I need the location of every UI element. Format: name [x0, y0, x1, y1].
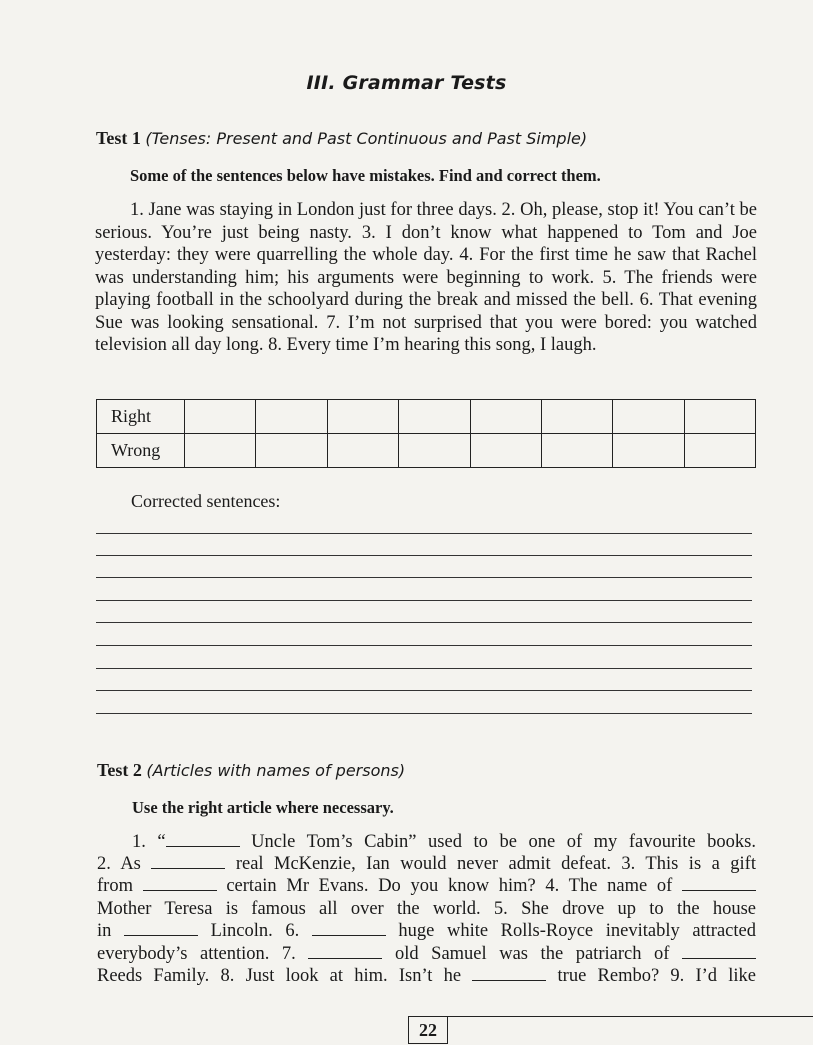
answer-blank[interactable]: [308, 944, 382, 959]
answer-cell[interactable]: [185, 400, 256, 434]
answer-blank[interactable]: [472, 966, 546, 981]
answer-blank[interactable]: [682, 944, 756, 959]
answer-line[interactable]: [96, 690, 752, 691]
test1-text: 1. Jane was staying in London just for three days. 2. Oh, please, stop it! You can’t be serious. You’re just being nasty. 3. I don’t know what happened to Tom and Joe yesterday: they were quarrelling the whole day. 4. For the first time he saw that Rachel was understanding him; his arguments were beginning to work. 5. The friends were playing football in the schoolyard during the break and missed the bell. 6. That evening Sue was looking sensational. 7. I’m not surprised that you were bored: you watched television all day long. 8. Every time I’m hearing this song, I laugh.: [95, 200, 757, 355]
answer-blank[interactable]: [166, 832, 240, 847]
answer-cell[interactable]: [470, 434, 541, 468]
answer-line[interactable]: [96, 668, 752, 669]
answer-cell[interactable]: [327, 400, 398, 434]
answer-cell[interactable]: [399, 434, 470, 468]
test2-label: Test 2: [97, 760, 142, 780]
test1-topic: (Tenses: Present and Past Continuous and Past Simple): [145, 129, 588, 148]
test2-line-2: 2. As real McKenzie, Ian would never admit defeat. 3. This is a gift: [97, 854, 756, 874]
answer-cell[interactable]: [256, 400, 327, 434]
test2-line-3: from certain Mr Evans. Do you know him? 4. The name of: [97, 875, 756, 898]
answer-line[interactable]: [96, 555, 752, 556]
test2-line-4: Mother Teresa is famous all over the world. 5. She drove up to the house: [97, 899, 756, 919]
answer-cell[interactable]: [541, 400, 612, 434]
corrected-sentences-label: Corrected sentences:: [131, 491, 281, 511]
answer-blank[interactable]: [312, 921, 386, 936]
answer-cell[interactable]: [470, 400, 541, 434]
test2-line-1: 1. “ Uncle Tom’s Cabin” used to be one of my favourite books.: [132, 832, 756, 852]
answer-cell[interactable]: [185, 434, 256, 468]
answer-cell[interactable]: [613, 400, 684, 434]
answer-blank[interactable]: [143, 876, 217, 891]
answer-cell[interactable]: [399, 400, 470, 434]
answer-line[interactable]: [96, 713, 752, 714]
answer-line[interactable]: [96, 533, 752, 534]
answer-cell[interactable]: [327, 434, 398, 468]
wrong-row: [97, 434, 756, 468]
answer-line[interactable]: [96, 622, 752, 623]
answer-line[interactable]: [96, 645, 752, 646]
right-row: [97, 400, 756, 434]
answer-cell[interactable]: [613, 434, 684, 468]
answer-line[interactable]: [96, 577, 752, 578]
answer-blank[interactable]: [124, 921, 198, 936]
answer-cell[interactable]: [256, 434, 327, 468]
answer-blank[interactable]: [682, 876, 756, 891]
test1-heading: [96, 128, 587, 149]
page-number: 22: [408, 1016, 448, 1044]
test2-line-5: in Lincoln. 6. huge white Rolls-Royce inevitably attracted: [97, 921, 756, 941]
answer-line[interactable]: [96, 600, 752, 601]
answer-cell[interactable]: [684, 434, 755, 468]
test1-label: Test 1: [96, 128, 141, 148]
wrong-label: Wrong: [97, 434, 185, 468]
answer-blank[interactable]: [151, 854, 225, 869]
right-wrong-table: [96, 399, 756, 468]
answer-cell[interactable]: [541, 434, 612, 468]
test1-instruction: Some of the sentences below have mistakes. Find and correct them.: [130, 166, 601, 185]
test2-topic: (Articles with names of persons): [146, 761, 406, 780]
test2-line-7: Reeds Family. 8. Just look at him. Isn’t he true Rembo? 9. I’d like: [97, 966, 756, 986]
answer-cell[interactable]: [684, 400, 755, 434]
footer-rule: [448, 1016, 813, 1017]
right-label: Right: [97, 400, 185, 434]
test2-instruction: Use the right article where necessary.: [132, 798, 394, 817]
test2-heading: [97, 760, 405, 781]
section-title: III. Grammar Tests: [306, 72, 507, 94]
test2-line-6: everybody’s attention. 7. old Samuel was the patriarch of: [97, 943, 756, 966]
